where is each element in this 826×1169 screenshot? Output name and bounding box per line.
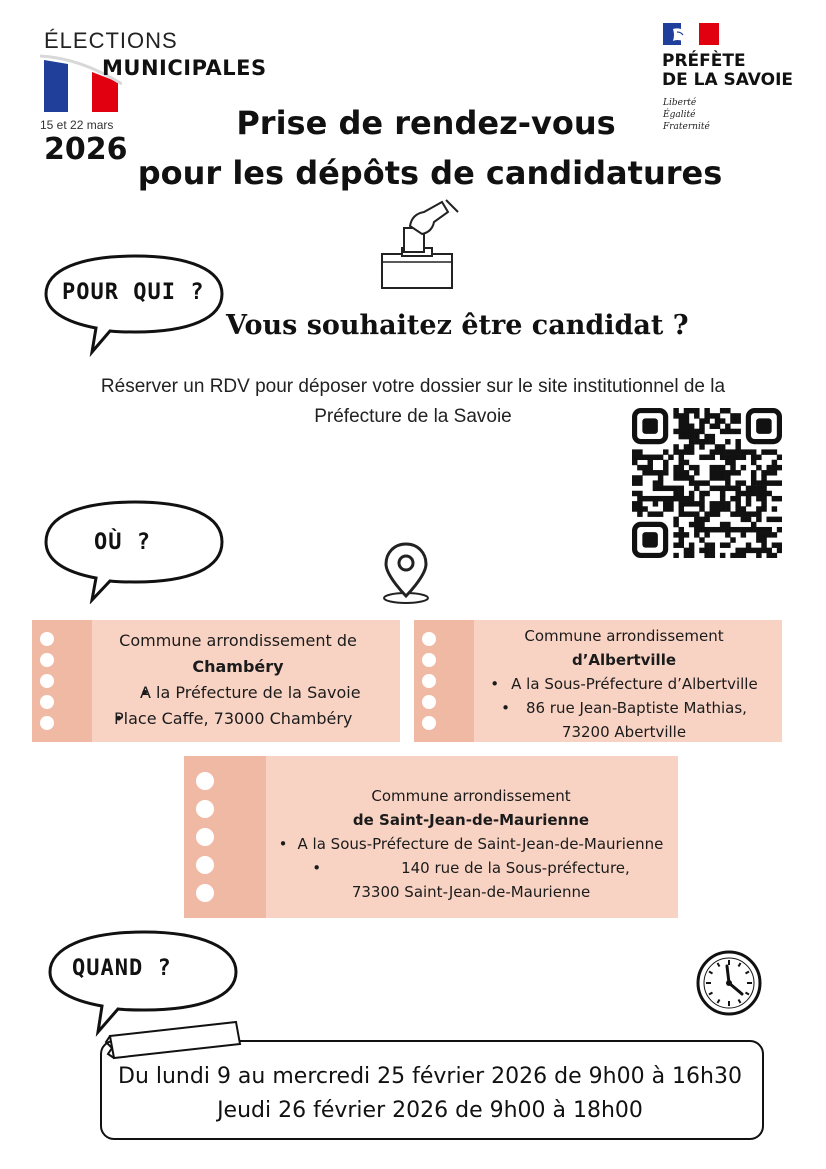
card-body	[92, 628, 384, 680]
card-strip	[184, 756, 266, 918]
quand-label: QUAND ?	[72, 956, 172, 981]
motto-fraternite: Fraternité	[663, 122, 710, 132]
municipales-label: MUNICIPALES	[102, 56, 267, 80]
card-strip	[32, 620, 92, 742]
ou-label: OÙ ?	[94, 530, 151, 555]
election-dates: 15 et 22 mars	[40, 118, 114, 132]
candidate-question: Vous souhaitez être candidat ?	[226, 310, 689, 341]
card-name: de Saint-Jean-de-Maurienne	[352, 811, 590, 829]
dates-line2: Jeudi 26 février 2026 de 9h00 à 18h00	[217, 1098, 643, 1123]
pour-qui-bubble	[40, 250, 230, 358]
ou-bubble	[40, 496, 230, 604]
pour-qui-label: POUR QUI ?	[62, 280, 205, 305]
location-card-saint-jean	[184, 756, 678, 918]
elections-label: ÉLECTIONS	[44, 28, 178, 53]
card-body	[266, 784, 676, 904]
location-card-albertville	[414, 620, 782, 742]
qr-finder-pattern	[748, 411, 779, 442]
card-strip	[414, 620, 474, 742]
list-item: • 140 rue de la Sous-préfecture,	[312, 859, 630, 877]
page-title-line1: Prise de rendez-vous	[236, 104, 616, 142]
card-extra: 73300 Saint-Jean-de-Maurienne	[351, 883, 591, 901]
prefecture-name	[662, 52, 793, 90]
marianne-flag-icon	[663, 23, 719, 45]
page-title-line2: pour les dépôts de candidatures	[137, 154, 723, 192]
motto-egalite: Égalité	[663, 110, 696, 120]
card-heading: Commune arrondissement de	[119, 631, 357, 650]
ballot-box-icon	[376, 196, 472, 292]
list-item: • A la Sous-Préfecture d’Albertville	[490, 675, 758, 693]
intro-line2: Préfecture de la Savoie	[314, 406, 512, 427]
location-pin-icon	[378, 540, 434, 606]
qr-finder-pattern	[635, 524, 666, 555]
election-year: 2026	[44, 132, 128, 167]
prefecture-line1: PRÉFÈTE	[662, 51, 746, 71]
card-name: d’Albertville	[571, 651, 677, 669]
clock-icon	[694, 948, 764, 1018]
prefecture-line2: DE LA SAVOIE	[662, 70, 794, 90]
qr-finder-pattern	[635, 411, 666, 442]
card-heading: Commune arrondissement	[524, 627, 724, 645]
card-heading: Commune arrondissement	[371, 787, 571, 805]
dates-line1: Du lundi 9 au mercredi 25 février 2026 de 9h00 à 16h30	[118, 1064, 742, 1089]
elections-logo	[0, 0, 280, 170]
list-item: • Place Caffe, 73000 Chambéry	[110, 706, 361, 732]
list-item: • A la Préfecture de la Savoie	[110, 680, 361, 706]
list-item: • A la Sous-Préfecture de Saint-Jean-de-Maurienne	[278, 835, 664, 853]
intro-line1: Réserver un RDV pour déposer votre dossier sur le site institutionnel de la	[100, 376, 726, 397]
card-name: Chambéry	[192, 657, 284, 676]
ribbon-tag	[104, 1018, 244, 1064]
card-extra: 73200 Abertville	[561, 723, 687, 741]
location-card-chambery	[32, 620, 400, 742]
list-item: • 86 rue Jean-Baptiste Mathias,	[501, 699, 747, 717]
card-body	[474, 624, 774, 744]
qr-code[interactable]	[632, 408, 782, 558]
motto-liberte: Liberté	[663, 98, 697, 108]
card-items	[110, 680, 361, 732]
